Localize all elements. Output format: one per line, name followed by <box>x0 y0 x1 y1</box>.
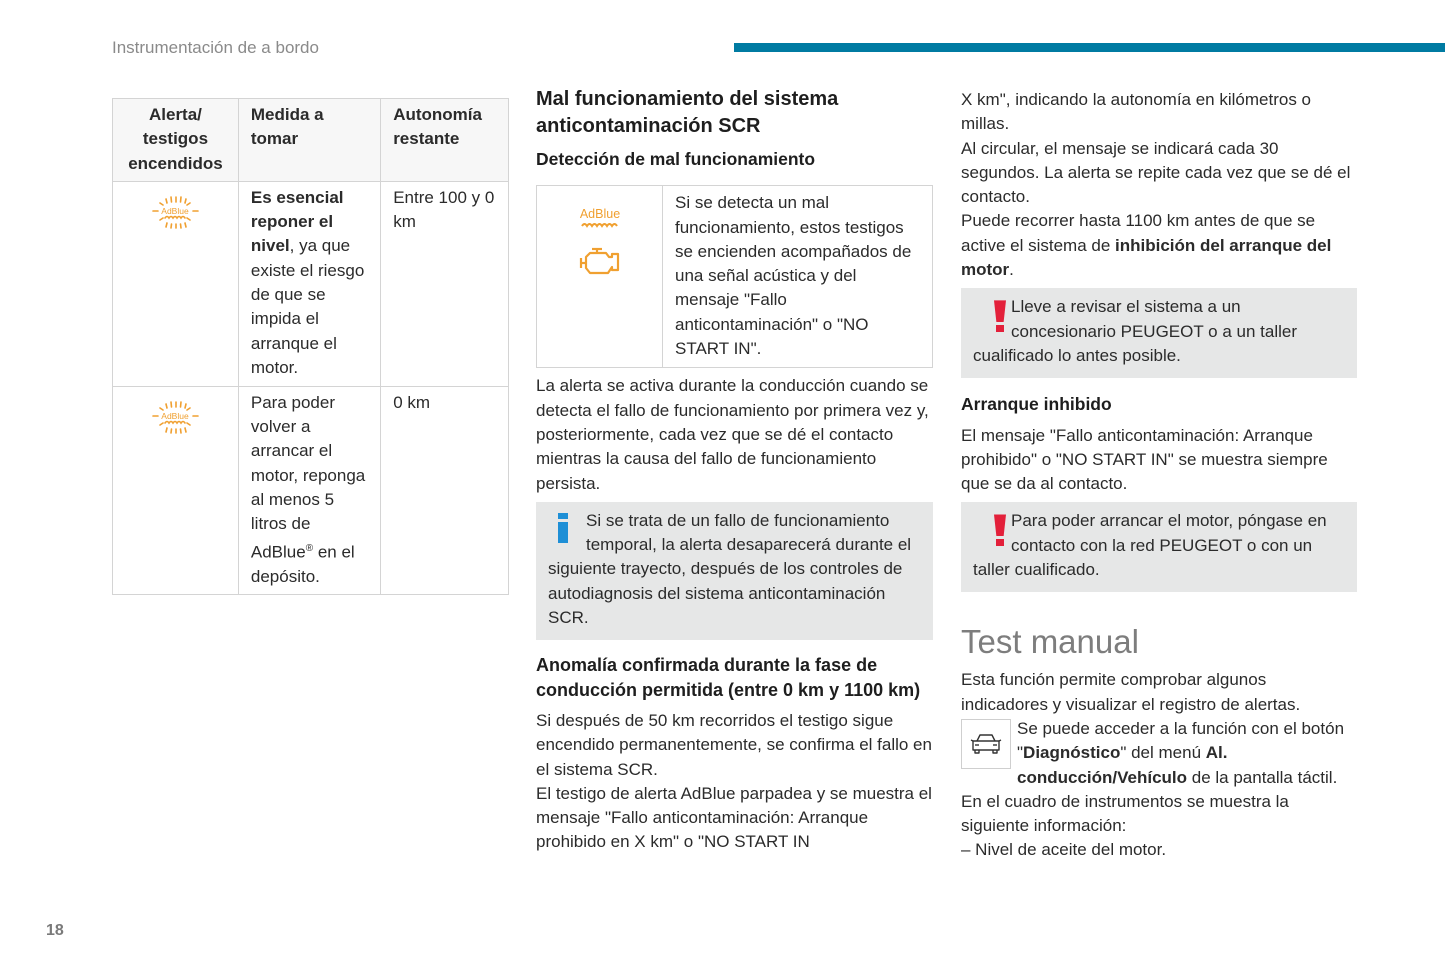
section-title: Mal funcionamiento del sistema anticontaminación SCR <box>536 88 839 137</box>
warning-note-text: Para poder arrancar el motor, póngase en contacto con la red PEUGEOT o con un taller cualificado. <box>973 511 1327 580</box>
warning-icon <box>973 295 1011 335</box>
text: Se puede acceder a la función con el botón " <box>1017 718 1345 763</box>
svg-text:AdBlue: AdBlue <box>579 207 620 222</box>
adblue-flashing-icon <box>150 401 200 435</box>
inhibit-heading: Arranque inhibido <box>961 394 1112 415</box>
warning-note <box>961 502 1357 592</box>
action-text: Para poder volver a arrancar el motor, reponga al menos 5 litros de AdBlue <box>250 392 366 562</box>
test-manual-title: Test manual <box>961 623 1139 661</box>
svg-text:AdBlue: AdBlue <box>161 410 190 421</box>
warning-note <box>961 288 1357 378</box>
action-text: en el depósito. <box>250 542 355 586</box>
confirmed-paragraph-2: El testigo de alerta AdBlue parpadea y se muestra el mensaje "Fallo anticontaminación: Arranque prohibido en X km" o "NO START IN <box>536 783 932 852</box>
menu-label: Al. conducción/Vehículo <box>1017 743 1228 787</box>
detection-box <box>536 185 933 368</box>
scr-section <box>536 86 933 855</box>
warning-note-text: Lleve a revisar el sistema a un concesionario PEUGEOT o a un taller cualificado lo antes posible. <box>973 297 1297 365</box>
continuation-paragraph: Al circular, el mensaje se indicará cada 30 segundos. La alerta se repite cada vez que se dé el contacto. <box>961 138 1351 207</box>
list-item: – Nivel de aceite del motor. <box>961 840 1167 860</box>
column-header: Autonomía restante <box>381 99 509 182</box>
table-row <box>113 386 509 594</box>
vehicle-icon <box>961 719 1011 769</box>
emphasis: inhibición del arranque del motor <box>961 235 1332 280</box>
column-header: Medida a tomar <box>238 99 380 182</box>
inhibit-paragraph: El mensaje "Fallo anticontaminación: Arranque prohibido" o "NO START IN" se muestra siempre que se da al contacto. <box>961 425 1328 494</box>
page-number: 18 <box>46 922 64 939</box>
adblue-alert-table <box>112 98 509 595</box>
warning-icon <box>973 509 1011 549</box>
diagnostic-button-label: Diagnóstico <box>1023 743 1121 763</box>
detection-icons <box>537 186 663 367</box>
column-header: Alerta/ testigos encendidos <box>113 99 239 182</box>
text: Puede recorrer hasta 1100 km antes de que se active el sistema de <box>961 211 1316 255</box>
registered-mark: ® <box>305 542 314 554</box>
continuation-section <box>961 88 1357 863</box>
text: . <box>1009 260 1014 280</box>
action-cell <box>238 386 380 594</box>
action-emphasis: Es esencial reponer el nivel <box>250 187 344 256</box>
action-cell <box>238 181 380 386</box>
diagnostic-text <box>961 717 1357 790</box>
info-note <box>536 502 933 640</box>
range-cell: Entre 100 y 0 km <box>381 181 509 386</box>
text: " del menú <box>1120 743 1206 763</box>
detection-heading: Detección de mal funcionamiento <box>536 149 816 169</box>
adblue-icon <box>577 206 623 230</box>
confirmed-paragraph: Si después de 50 km recorridos el testigo sigue encendido permanentemente, se confirma el fallo en el sistema SCR. <box>536 710 932 779</box>
header-accent-bar <box>734 43 1445 52</box>
action-text: , ya que existe el riesgo de que se impida el arranque el motor. <box>250 236 365 377</box>
running-header: Instrumentación de a bordo <box>112 38 319 57</box>
info-note-text: Si se trata de un fallo de funcionamiento temporal, la alerta desaparecerá durante el siguiente trayecto, después de los controles de autodiagnosis del sistema anticontaminación SCR. <box>548 510 912 628</box>
diagnostic-access-paragraph <box>961 717 1357 790</box>
alert-icon-cell <box>113 181 239 386</box>
test-paragraph: Esta función permite comprobar algunos indicadores y visualizar el registro de alertas. <box>961 670 1301 714</box>
continuation-paragraph <box>961 209 1357 282</box>
table-header-row <box>113 99 509 182</box>
info-icon <box>548 509 586 549</box>
detection-description: Si se detecta un mal funcionamiento, estos testigos se encienden acompañados de una señal acústica y del mensaje "Fallo anticontaminación" o "NO START IN". <box>675 193 912 359</box>
continuation-paragraph: X km", indicando la autonomía en kilómetros o millas. <box>961 90 1311 134</box>
table-row <box>113 181 509 386</box>
confirmed-heading: Anomalía confirmada durante la fase de conducción permitida (entre 0 km y 1100 km) <box>536 655 921 700</box>
svg-text:AdBlue: AdBlue <box>161 205 190 216</box>
adblue-flashing-icon <box>150 196 200 230</box>
range-cell: 0 km <box>381 386 509 594</box>
text: de la pantalla táctil. <box>1187 767 1338 787</box>
engine-check-icon <box>578 246 622 280</box>
test-paragraph: En el cuadro de instrumentos se muestra la siguiente información: <box>961 791 1289 836</box>
alert-paragraph: La alerta se activa durante la conducción cuando se detecta el fallo de funcionamiento por primera vez y, posteriormente, cada vez que se dé el contacto mientras la causa del fallo de funcionamiento persista. <box>536 376 929 493</box>
alert-icon-cell <box>113 386 239 594</box>
